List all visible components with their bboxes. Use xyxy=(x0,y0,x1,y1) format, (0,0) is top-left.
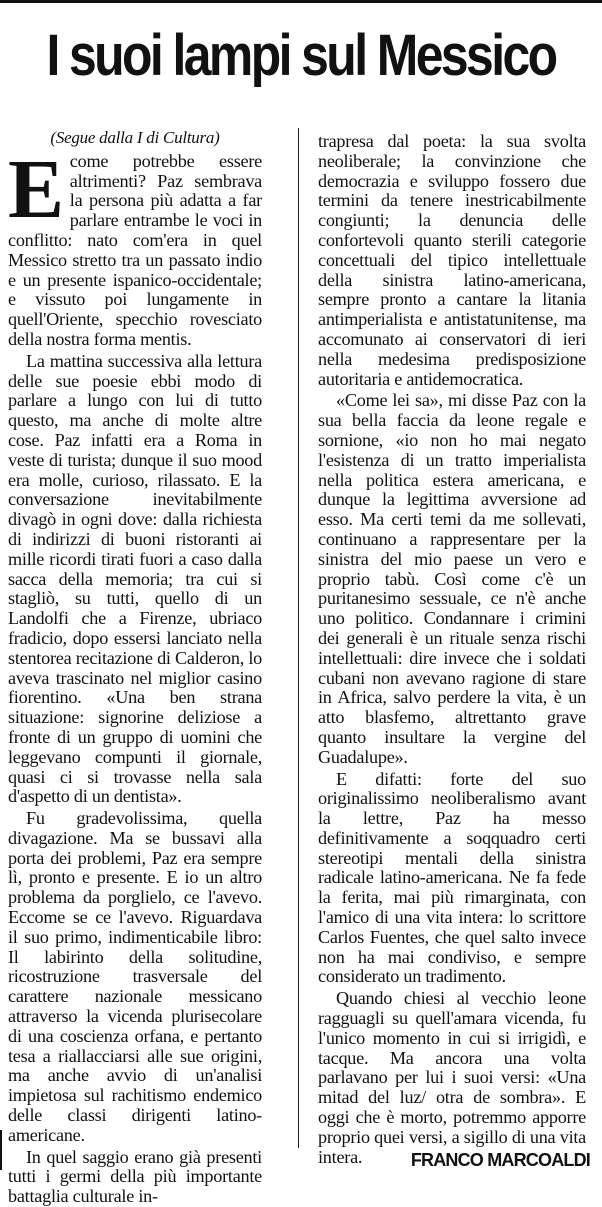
article-paragraph: In quel saggio erano già presenti tutti i germi della più importante battaglia culturale in- xyxy=(8,1146,262,1207)
article-paragraph: Ecome potrebbe essere altrimenti? Paz sembrava la persona più adatta a far parlare entrambe le voci in conflitto: nato com'era in quel Messico stretto tra un passato indio e un presente ispanico-occidentale; e vissuto poi lungamente in quell'Oriente, specchio rovesciato della nostra forma mentis. xyxy=(8,142,262,349)
article-paragraph: La mattina successiva alla lettura delle sue poesie ebbi modo di parlare a lungo con lui di tutto questo, ma anche di molte altre cose. Paz infatti era a Roma in veste di turista; dunque il suo mood era molle, curioso, rilassato. E la conversazione inevitabilmente divagò in ogni dove: dalla richiesta di indirizzi di buoni ristoranti ai mille ricordi tirati fuori a caso dalla sacca della memoria; tra cui si stagliò, su tutti, quello di un Landolfi che a Firenze, ubriaco fradicio, dopo essersi lanciato nella stentorea recitazione di Calderon, lo aveva trascinato nel miglior casino fiorentino. «Una ben strana situazione: signorine deliziose a fronte di un gruppo di uomini che leggevano compunti il giornale, quasi ci si trovasse nella sala d'aspetto di un dentista». xyxy=(8,350,262,807)
top-rule xyxy=(0,0,602,3)
article-column-right xyxy=(318,132,586,1167)
article-paragraph: Fu gradevolissima, quella divagazione. Ma se bussavi alla porta dei problemi, Paz era sempre lì, pronto e presente. E io un altro problema da porglielo, ce l'avevo. Eccome se ce l'avevo. Riguardava il suo primo, indimenticabile libro: Il labirinto della solitudine, ricostruzione trasversale del carattere nazionale messicano attraverso la vicenda plurisecolare di una coscienza orfana, e pertanto tesa a riallacciarsi alle sue origini, ma anche avvio di un'analisi impietosa sul rachitismo endemico delle classi dirigenti latino-americane. xyxy=(8,808,262,1145)
article-paragraph: Quando chiesi al vecchio leone ragguagli su quell'amara vicenda, fu l'unico momento in cui si irrigidì, e tacque. Ma ancora una volta parlavano per lui i suoi versi: «Una mitad del luz/ otra de sombra». E oggi che è morto, potremmo apporre proprio quei versi, a sigillo di una vita intera. xyxy=(318,988,586,1167)
article-paragraph: «Come lei sa», mi disse Paz con la sua bella faccia da leone regale e sornione, «io non ho mai negato l'esistenza di un tratto imperialista nella politica estera americana, e dunque la legittima avversione ad esso. Ma certi temi da me sollevati, continuano a rappresentare per la sinistra del mio paese un vero e proprio tabù. Così come c'è un puritanesimo sessuale, ce n'è anche uno politico. Condannare i crimini dei generali è un rituale senza rischi intellettuali: dire invece che i soldati cubani non avevano ragione di stare in Africa, salvo perdere la vita, è un atto blasfemo, altrettanto grave quanto insultare la vergine del Guadalupe». xyxy=(318,390,586,767)
column-divider xyxy=(298,128,299,1148)
article-paragraph: trapresa dal poeta: la sua svolta neoliberale; la convinzione che democrazia e sviluppo fossero due termini da tenere inestricabilmente congiunti; la denuncia delle confortevoli quanto sterili categorie concettuali del tipico intellettuale della sinistra latino-americana, sempre pronto a cantare la litania antimperialista e antistatunitense, ma accomunato ai conservatori di ieri nella medesima predisposizione autoritaria e antidemocratica. xyxy=(318,131,586,389)
article-paragraph: E difatti: forte del suo originalissimo neoliberalismo avant la lettre, Paz ha messo definitivamente a soqquadro certi stereotipi mentali della sinistra radicale latino-americana. Ne fa fede la ferita, mai più rimarginata, con l'amico di una vita intera: lo scrittore Carlos Fuentes, che quel salto invece non ha mai condiviso, e sempre considerato un tradimento. xyxy=(318,768,586,987)
headline: I suoi lampi sul Messico xyxy=(46,23,556,88)
drop-cap: E xyxy=(8,142,64,236)
article-column-left xyxy=(8,128,262,1207)
author-byline: FRANCO MARCOALDI xyxy=(410,1150,590,1170)
page-edge-mark xyxy=(0,1130,2,1170)
continuation-note: (Segue dalla I di Cultura) xyxy=(50,128,220,147)
